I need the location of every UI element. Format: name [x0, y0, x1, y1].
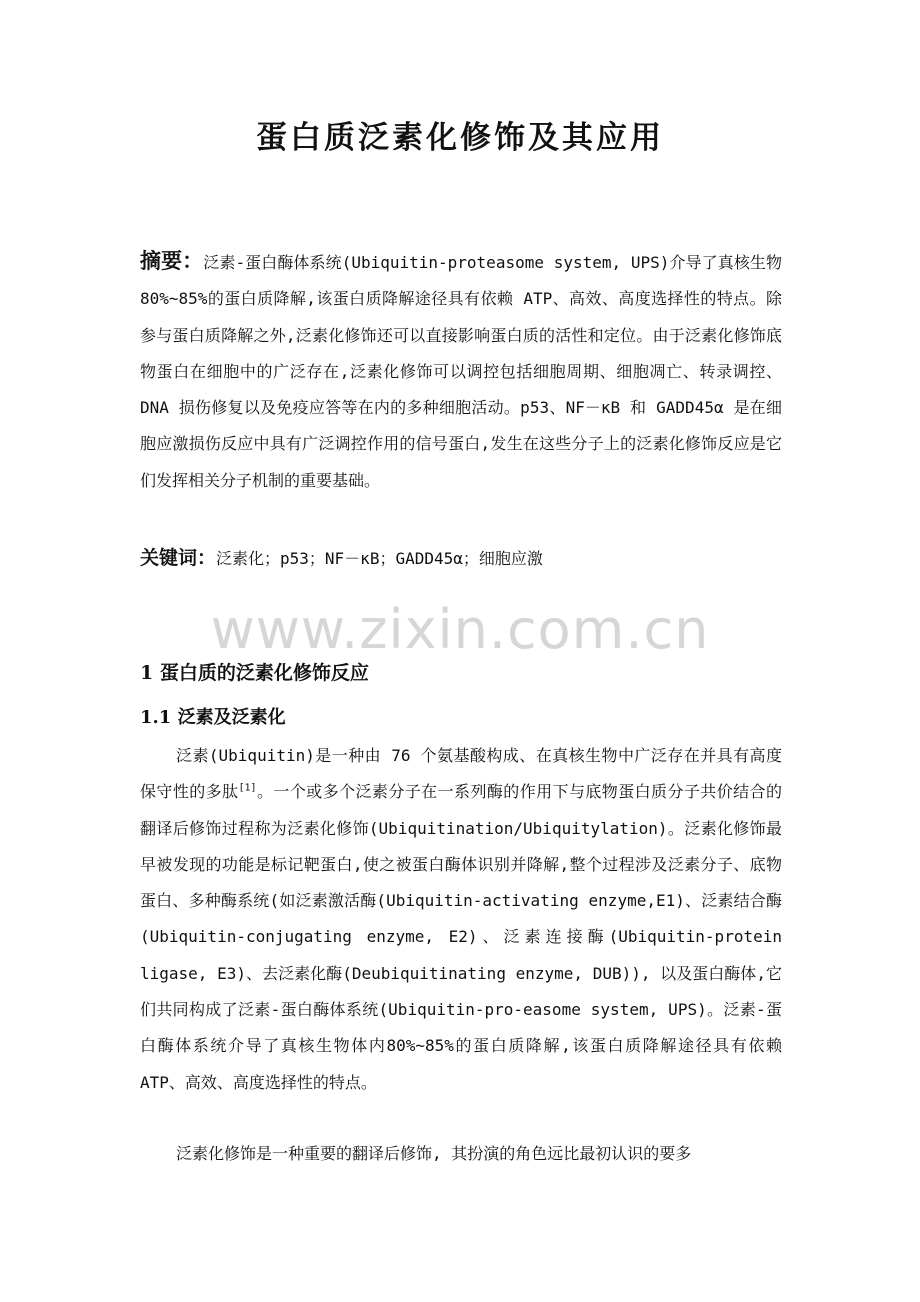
section-heading: 1 蛋白质的泛素化修饰反应: [140, 662, 369, 684]
body-paragraph-1: [140, 738, 782, 1101]
subsection-heading: 1.1 泛素及泛素化: [140, 707, 286, 728]
paragraph-text-continued: 。一个或多个泛素分子在一系列酶的作用下与底物蛋白质分子共价结合的翻译后修饰过程称为泛素化修饰(Ubiquitination/Ubiquitylation)。泛素化修饰最早被发现的功能是标记靶蛋白,使之被蛋白酶体识别并降解,整个过程涉及泛素分子、底物蛋白、多种酶系统(如泛素激活酶(Ubiquitin-activating enzyme,E1)、泛素结合酶(Ubiquitin-conjugating enzyme, E2)、泛素连接酶(Ubiquitin-protein ligase, E3)、去泛素化酶(Deubiquitinating enzyme, DUB)), 以及蛋白酶体,它们共同构成了泛素-蛋白酶体系统(Ubiquitin-pro-easome system, UPS)。泛素-蛋白酶体系统介导了真核生物体内80%~85%的蛋白质降解,该蛋白质降解途径具有依赖 ATP、高效、高度选择性的特点。: [140, 782, 782, 1092]
keywords-paragraph: [140, 540, 782, 577]
abstract-text: 泛素-蛋白酶体系统(Ubiquitin-proteasome system, UPS)介导了真核生物80%~85%的蛋白质降解,该蛋白质降解途径具有依赖 ATP、高效、高度选择性的特点。除参与蛋白质降解之外,泛素化修饰还可以直接影响蛋白质的活性和定位。由于泛素化修饰底物蛋白在细胞中的广泛存在,泛素化修饰可以调控包括细胞周期、细胞凋亡、转录调控、DNA 损伤修复以及免疫应答等在内的多种细胞活动。p53、NF－κB 和 GADD45α 是在细胞应激损伤反应中具有广泛调控作用的信号蛋白,发生在这些分子上的泛素化修饰反应是它们发挥相关分子机制的重要基础。: [140, 253, 782, 490]
paragraph-text: 泛素(Ubiquitin)是一种由 76 个氨基酸构成、在真核生物中广泛存在并具有高度保守性的多肽: [140, 746, 782, 802]
citation-reference[interactable]: [1]: [238, 782, 257, 794]
body-paragraph-2: 泛素化修饰是一种重要的翻译后修饰, 其扮演的角色远比最初认识的要多: [176, 1144, 692, 1163]
abstract-label: 摘要：: [140, 248, 204, 273]
keywords-text: 泛素化；p53；NF－κB；GADD45α；细胞应激: [216, 549, 543, 568]
watermark: www.zixin.com.cn: [210, 598, 710, 661]
keywords-label: 关键词：: [140, 547, 217, 569]
document-title: 蛋白质泛素化修饰及其应用: [256, 120, 664, 156]
abstract-paragraph: [140, 243, 782, 499]
